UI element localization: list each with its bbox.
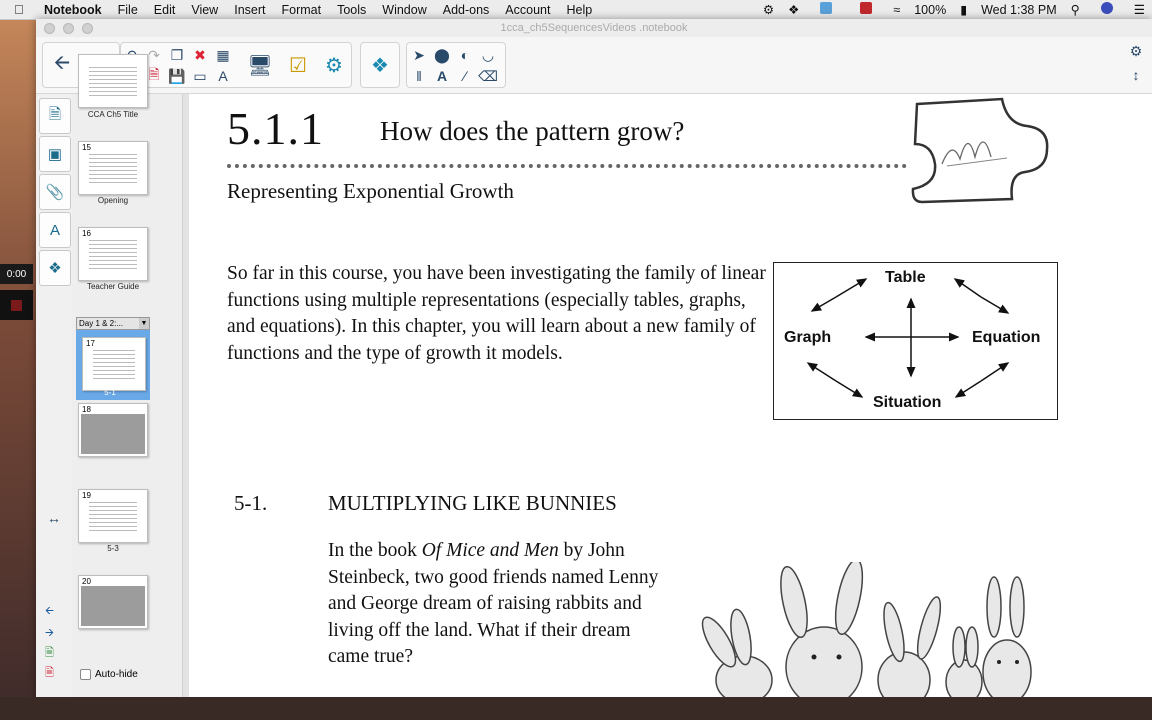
page-sorter <box>45 94 182 697</box>
notebook-page[interactable] <box>189 94 1152 697</box>
dropbox-icon[interactable]: ❖ <box>788 3 800 17</box>
menu-file[interactable]: File <box>117 2 138 17</box>
window-title: 1cca_ch5SequencesVideos .notebook <box>500 22 688 34</box>
diagram-label-equation: Equation <box>972 329 1041 346</box>
select-icon[interactable]: ➤ <box>413 46 425 63</box>
text-icon[interactable]: A <box>436 68 448 84</box>
pens-icon[interactable]: ‖ <box>416 68 422 84</box>
thumb-number: 15 <box>82 143 91 152</box>
menu-tools[interactable]: Tools <box>337 2 367 17</box>
page-thumb[interactable] <box>78 575 148 629</box>
lesson-number: 5.1.1 <box>227 103 324 154</box>
menu-help[interactable]: Help <box>566 2 593 17</box>
thumb-label: Teacher Guide <box>86 282 140 291</box>
sorter-prev-icon[interactable]: 🡨 <box>45 605 54 617</box>
swap-side-icon[interactable]: ↔ <box>47 510 61 526</box>
apple-icon[interactable] <box>14 2 34 17</box>
group-label: Day 1 & 2:... <box>79 319 124 328</box>
settings-icon[interactable]: ⚙ <box>1129 42 1143 59</box>
search-icon[interactable]: ⚲ <box>1070 3 1080 17</box>
addons-icon[interactable]: ⚙ <box>325 54 343 77</box>
response-icon[interactable]: ☑ <box>289 54 307 77</box>
stop-icon <box>11 300 22 311</box>
menu-bar <box>0 0 1152 20</box>
menu-insert[interactable]: Insert <box>234 2 266 17</box>
page-thumb[interactable] <box>82 337 146 391</box>
notebook-window <box>36 19 1152 697</box>
page-thumb[interactable] <box>78 141 148 195</box>
problem-number: 5-1. <box>234 491 268 515</box>
page-thumb[interactable] <box>78 489 148 543</box>
table-icon[interactable]: ▦ <box>216 46 230 63</box>
sorter-delete-page-icon[interactable]: 🗎 <box>45 667 54 679</box>
save-icon[interactable]: 💾 <box>168 67 186 84</box>
auto-hide-toggle[interactable] <box>80 669 138 680</box>
menu-account[interactable]: Account <box>505 2 551 17</box>
diagram-label-graph: Graph <box>784 329 832 346</box>
representations-diagram <box>773 262 1058 420</box>
attachments-tab[interactable]: 📎 <box>39 174 71 210</box>
lesson-subtitle: Representing Exponential Growth <box>227 179 514 203</box>
thumb-number: 18 <box>82 405 91 414</box>
side-tabs <box>36 94 73 697</box>
gallery-tab[interactable]: ▣ <box>39 136 71 172</box>
menu-format[interactable]: Format <box>281 2 322 17</box>
book-title: Of Mice and Men <box>421 540 559 561</box>
menu-view[interactable]: View <box>191 2 219 17</box>
line-icon[interactable]: ∕ <box>463 68 467 84</box>
page-sorter-tab[interactable]: 🗎 <box>39 98 71 134</box>
eraser-icon[interactable]: ⌫ <box>478 67 498 84</box>
thumb-number: 19 <box>82 491 91 500</box>
battery-percent[interactable]: 100% <box>914 2 947 17</box>
gear-status-icon[interactable]: ⚙ <box>762 3 775 17</box>
menu-edit[interactable]: Edit <box>153 2 176 17</box>
page-thumb[interactable] <box>78 403 148 457</box>
delete-icon[interactable]: ✖ <box>194 46 206 63</box>
page-thumb[interactable] <box>78 227 148 281</box>
previous-page-button[interactable]: 🡨 <box>53 52 71 74</box>
bunnies-image <box>689 562 1049 697</box>
battery-icon[interactable]: ▮ <box>960 3 968 17</box>
title-bar <box>36 19 1152 37</box>
sorter-next-icon[interactable]: 🡪 <box>45 627 54 639</box>
puzzle-icon[interactable]: ❖ <box>371 54 389 77</box>
menu-app[interactable]: Notebook <box>44 2 102 17</box>
recorder-timer: 0:00 <box>0 264 33 284</box>
problem-title: MULTIPLYING LIKE BUNNIES <box>328 491 617 515</box>
edit-group <box>120 42 352 88</box>
thumb-number: 20 <box>82 577 91 586</box>
addons-tab[interactable]: ❖ <box>39 250 71 286</box>
lesson-question: How does the pattern grow? <box>380 116 685 146</box>
sorter-resize-handle[interactable] <box>182 94 189 697</box>
shapes-icon[interactable]: ⬤ <box>434 46 450 63</box>
page-group-header[interactable] <box>76 317 150 330</box>
sorter-add-page-icon[interactable]: 🗎 <box>45 647 54 659</box>
menu-window[interactable]: Window <box>382 2 427 17</box>
record-stop-button[interactable] <box>0 290 33 320</box>
delete-page-icon[interactable]: 🗎 <box>148 66 160 82</box>
group-menu-icon[interactable]: ▼ <box>140 320 148 327</box>
properties-tab[interactable]: A <box>39 212 71 248</box>
toolbar-position-icon[interactable]: ↕ <box>1132 67 1140 83</box>
desktop-dock-area <box>0 697 1152 720</box>
notification-center-icon[interactable]: ☰ <box>1133 3 1145 17</box>
page-thumb[interactable] <box>78 54 148 108</box>
thumb-number: 17 <box>86 339 95 348</box>
dotted-divider <box>227 164 907 168</box>
magic-pen-icon[interactable]: ◐ <box>460 47 470 63</box>
tools-group <box>406 42 506 88</box>
auto-hide-checkbox[interactable] <box>80 669 91 680</box>
puzzle-piece-image <box>907 94 1057 209</box>
problem-text: In the book Of Mice and Men by John Steinbeck, two good friends named Lenny and George dream of raising rabbits and living off the land. What if their dream came true? <box>328 540 659 667</box>
screen-shade-icon[interactable]: ▭ <box>193 67 207 84</box>
toolbar <box>36 37 1152 94</box>
menu-addons[interactable]: Add-ons <box>442 2 490 17</box>
thumb-number: 16 <box>82 229 91 238</box>
thumb-label: 5-1 <box>104 388 116 397</box>
siri-icon[interactable] <box>1094 2 1120 17</box>
app-status-icon[interactable] <box>813 2 839 17</box>
text-format-icon[interactable]: A <box>218 68 228 84</box>
wifi-icon[interactable]: ≈ <box>893 2 901 17</box>
clock[interactable]: Wed 1:38 PM <box>981 2 1057 17</box>
diagram-label-table: Table <box>885 269 926 286</box>
display-icon[interactable]: 🖥 <box>247 54 273 77</box>
redo-icon[interactable]: ↷ <box>148 46 160 63</box>
thumb-label: CCA Ch5 Title <box>87 110 139 119</box>
diagram-label-situation: Situation <box>873 394 942 411</box>
thumb-label: Opening <box>97 196 129 205</box>
lab-group <box>360 42 400 88</box>
intro-paragraph: So far in this course, you have been investigating the family of linear functions using multiple representations (especially tables, graphs, and equations). In this chapter, you will learn about a new family of functions and the type of growth it models. <box>227 263 766 364</box>
fill-icon[interactable]: ◡ <box>481 46 495 63</box>
status-area <box>756 0 1152 19</box>
thumb-label: 5-3 <box>107 544 119 553</box>
auto-hide-label: Auto-hide <box>95 669 138 680</box>
clone-icon[interactable]: ❐ <box>170 46 184 63</box>
pdf-status-icon[interactable] <box>853 2 879 17</box>
